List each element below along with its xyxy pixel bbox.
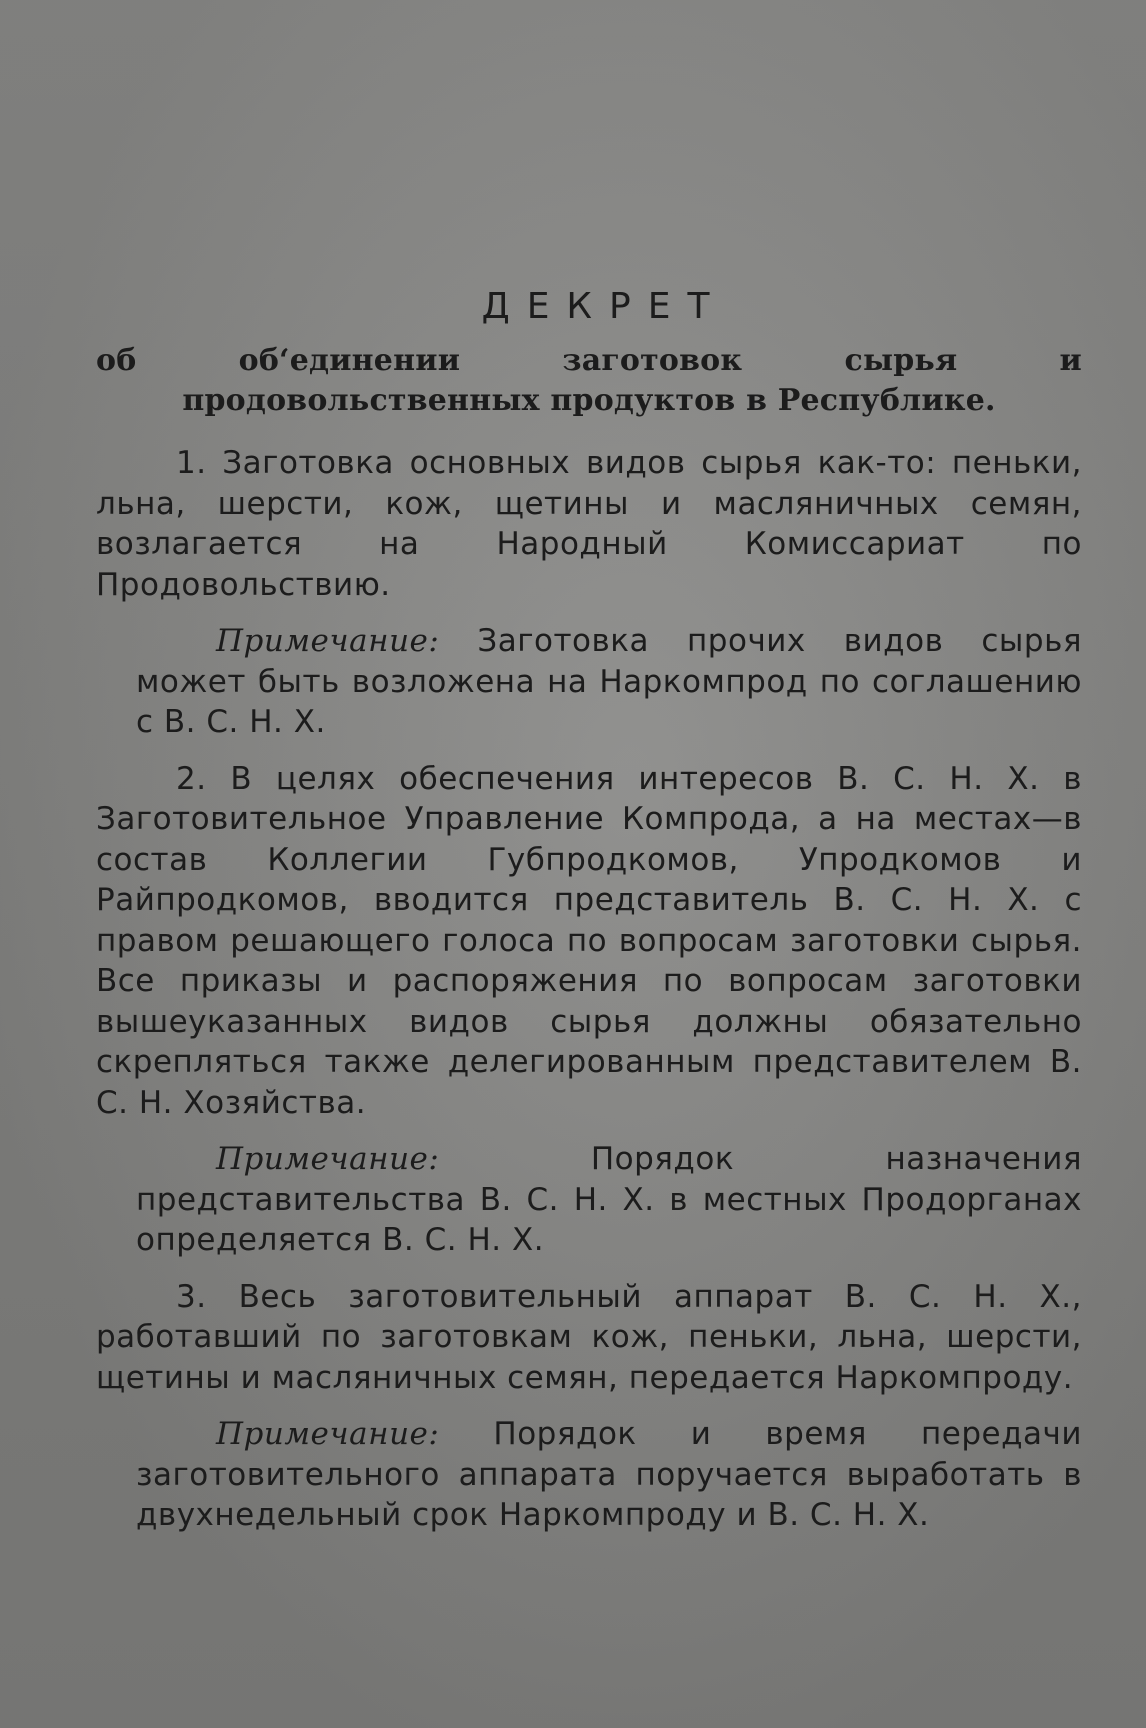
note-label: Примечание:: [216, 623, 440, 659]
note-text: Порядок назначения представительства В. С. Н. Х. в местных Продорганах определяется В. С. Н. Х.: [136, 1141, 1082, 1258]
note-2: [136, 1139, 1082, 1261]
note-1: [136, 621, 1082, 743]
decree-title: ДЕКРЕТ: [481, 286, 727, 327]
paragraph-3: 3. Весь заготовительный аппарат В. С. Н. Х., работавший по заготовкам кож, пеньки, льна, шерсти, щетины и масляничных семян, передается Наркомпроду.: [96, 1278, 1082, 1396]
paragraph-1: 1. Заготовка основных видов сырья как-то: пеньки, льна, шерсти, кож, щетины и масляничных семян, возлагается на Народный Комиссариат по Продовольствию.: [96, 445, 1082, 603]
note-text: Заготовка прочих видов сырья может быть возложена на Наркомпрод по соглашению с В. С. Н. Х.: [136, 623, 1082, 740]
note-label: Примечание:: [216, 1416, 440, 1452]
decree-text: [96, 285, 1082, 1552]
paragraph-2: 2. В целях обеспечения интересов В. С. Н. Х. в Заготовительное Управление Компрода, а на местах—в состав Коллегии Губпродкомов, Упродкомов и Райпродкомов, вводится представитель В. С. Н. Х. с правом решающего голоса по вопросам заготовки сырья. Все приказы и распоряжения по вопросам заготовки вышеуказанных видов сырья должны обязательно скрепляться также делегированным представителем В. С. Н. Хозяйства.: [96, 760, 1082, 1121]
note-text: Порядок и время передачи заготовительного аппарата поручается выработать в двухнедельный срок Наркомпроду и В. С. Н. Х.: [136, 1416, 1082, 1533]
decree-subtitle: об об‘единении заготовок сырья и продовольственных продуктов в Республике.: [96, 343, 1082, 418]
note-label: Примечание:: [216, 1141, 440, 1177]
note-3: [136, 1414, 1082, 1536]
